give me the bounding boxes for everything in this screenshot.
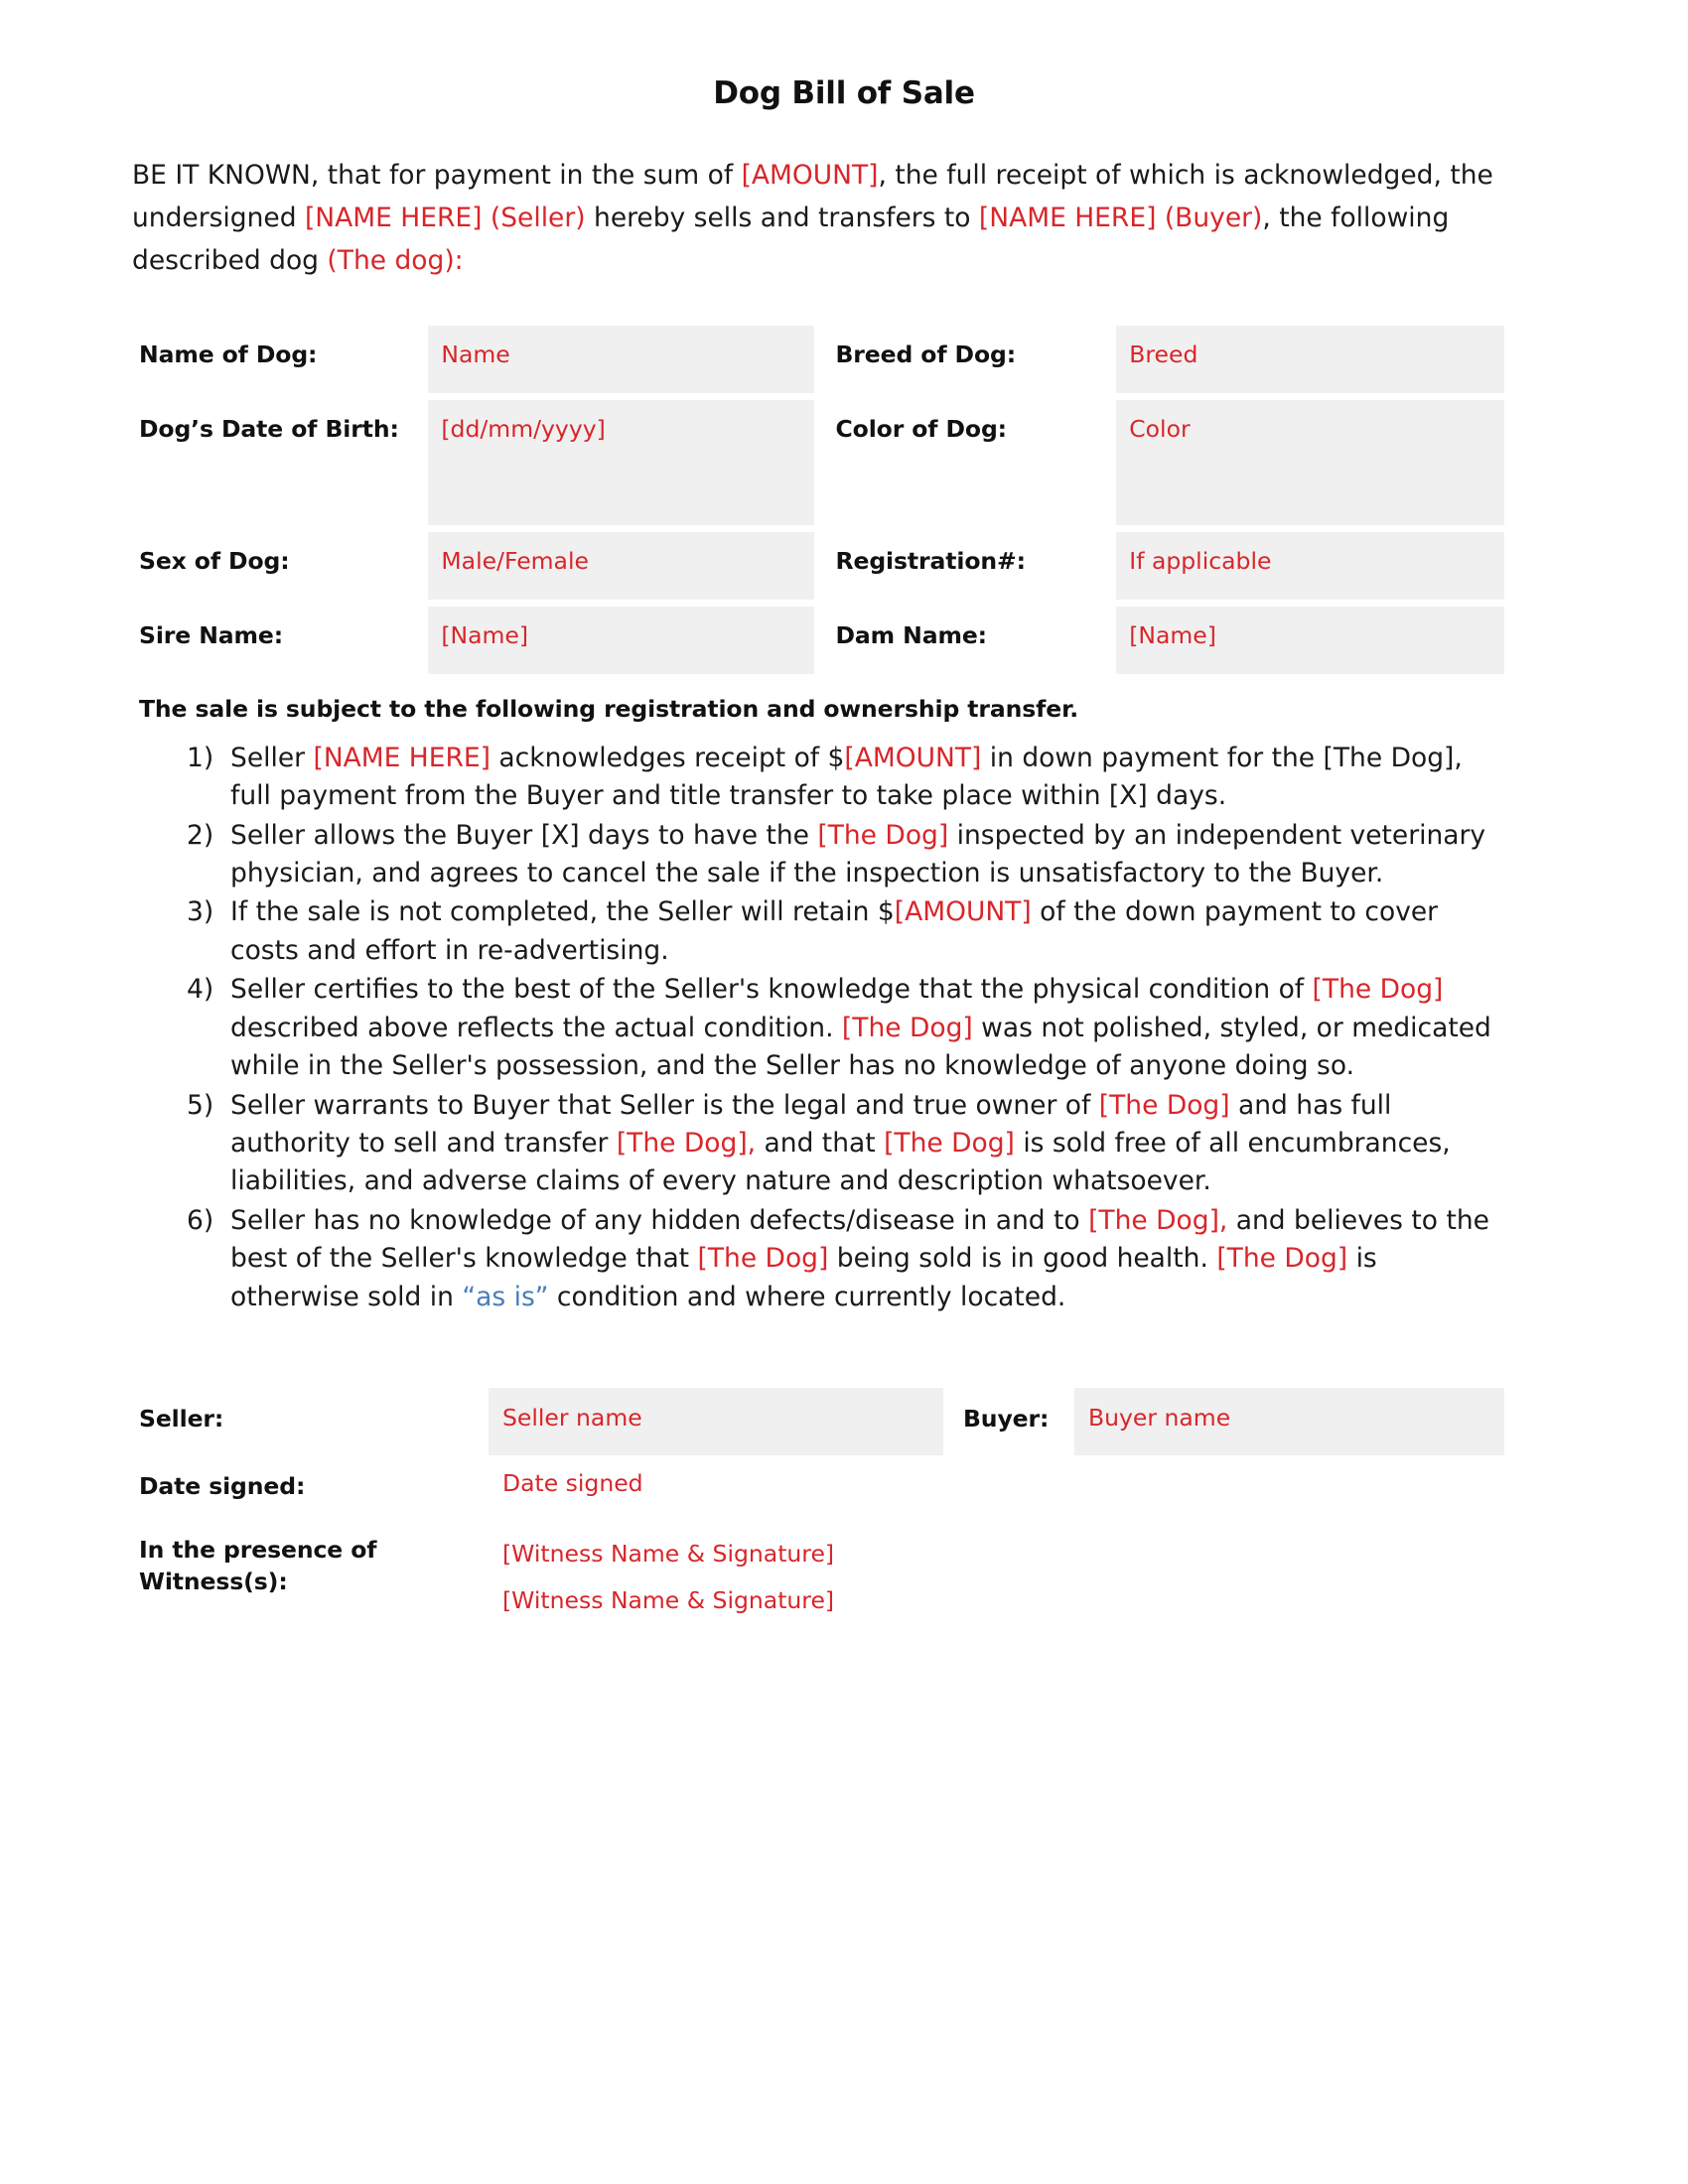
subject-heading: The sale is subject to the following registration and ownership transfer. [139,694,1079,723]
clause-text-segment: [AMOUNT] [844,742,982,773]
clause-text-segment: [The Dog] [817,819,949,851]
clause-list [0,740,1688,1316]
clause-text-segment: If the sale is not completed, the Seller will retain $ [230,896,895,928]
signature-spacer-row [139,1503,1504,1519]
witness-line-2[interactable]: [Witness Name & Signature] [502,1586,835,1615]
clause-text-segment: is sold free of all encumbrances, liabilities, and adverse claims of every nature and description whatsoever. [230,1127,1451,1197]
signature-section [0,1388,1688,1624]
seller-label: Seller: [139,1405,224,1433]
clause-text-segment: acknowledges receipt of $ [490,742,845,773]
spec-value-field[interactable]: Breed [1116,326,1504,393]
intro-paragraph [0,111,1688,283]
clause-text-segment: Seller [230,742,314,773]
signature-empty-1 [963,1455,1074,1503]
date-signed-label: Date signed: [139,1472,306,1501]
clause-text-segment: Seller has no knowledge of any hidden defects/disease in and to [230,1204,1089,1236]
intro-segment-1: BE IT KNOWN, that for payment in the sum of [132,160,742,191]
list-item [230,971,1494,1085]
clause-text-segment: [The Dog], [1088,1204,1228,1236]
list-item [230,1202,1494,1316]
clause-text-segment: [The Dog] [841,1012,973,1043]
spec-label: Dog’s Date of Birth: [139,414,399,443]
clause-text-segment: [The Dog] [697,1243,829,1275]
spec-label: Sire Name: [139,620,284,649]
intro-segment-4: , the following described dog [132,202,1450,276]
spec-gap [814,326,836,393]
clause-text-segment: “as is” [462,1281,549,1312]
signature-row-witness [139,1519,1504,1624]
spec-value-field[interactable]: [dd/mm/yyyy] [428,400,814,525]
table-row [139,400,1504,525]
intro-segment-3: hereby sells and transfers to [585,202,979,233]
clause-text-segment: and believes to the best of the Seller's knowledge that [230,1204,1489,1275]
signature-empty-3 [963,1519,1074,1624]
dog-details-table [139,319,1504,681]
clause-text-segment: of the down payment to cover costs and effort in re-advertising. [230,896,1439,966]
signature-row-date [139,1455,1504,1503]
spec-value-field[interactable]: Name [428,326,814,393]
spec-label: Registration#: [835,546,1026,575]
spec-gap [814,400,836,525]
clause-text-segment: [NAME HERE] [313,742,491,773]
clause-text-segment: in down payment for the [The Dog], full payment from the Buyer and title transfer to take place within [X] days. [230,742,1463,812]
spec-value-field[interactable]: If applicable [1116,532,1504,600]
spec-label: Breed of Dog: [835,340,1017,368]
signature-gap-3 [943,1519,963,1624]
clause-text-segment: and that [756,1127,885,1159]
buyer-label: Buyer: [963,1405,1050,1433]
signature-empty-2 [1074,1455,1504,1503]
spec-gap [814,607,836,674]
list-item [230,817,1494,893]
spec-value-field[interactable]: Male/Female [428,532,814,600]
witness-line-1[interactable]: [Witness Name & Signature] [502,1540,835,1569]
dog-details-section [0,319,1688,681]
table-row [139,532,1504,600]
intro-amount-placeholder: [AMOUNT] [741,160,879,191]
clause-text-segment: was not polished, styled, or medicated while in the Seller's possession, and the Seller has no knowledge of anyone doing so. [230,1012,1491,1082]
page-title: Dog Bill of Sale [713,75,975,111]
spec-label: Name of Dog: [139,340,318,368]
signature-row-parties [139,1388,1504,1455]
list-item [230,893,1494,970]
witness-label: In the presence of Witness(s): [139,1536,377,1595]
spec-gap [814,532,836,600]
clause-text-segment: [The Dog], [616,1127,757,1159]
clause-text-segment: Seller certifies to the best of the Seller's knowledge that the physical condition of [230,974,1313,1006]
spec-label: Dam Name: [835,620,987,649]
intro-seller-placeholder: [NAME HERE] (Seller) [304,202,586,233]
clause-text-segment: inspected by an independent veterinary physician, and agrees to cancel the sale if the inspection is unsatisfactory to the Buyer. [230,819,1486,889]
spec-label: Color of Dog: [835,414,1007,443]
clause-text-segment: Seller allows the Buyer [X] days to have the [230,819,818,851]
seller-name-field[interactable]: Seller name [489,1388,943,1455]
spec-value-field[interactable]: Color [1116,400,1504,525]
clause-text-segment: condition and where currently located. [548,1281,1066,1312]
list-item [230,740,1494,816]
list-item [230,1087,1494,1201]
clause-text-segment: is otherwise sold in [230,1243,1377,1312]
spec-label: Sex of Dog: [139,546,290,575]
intro-buyer-placeholder: [NAME HERE] (Buyer) [978,202,1263,233]
signature-gap-2 [943,1455,963,1503]
clause-text-segment: [The Dog] [1098,1089,1230,1121]
spec-value-field[interactable]: [Name] [428,607,814,674]
buyer-name-field[interactable]: Buyer name [1074,1388,1504,1455]
table-row [139,326,1504,393]
spec-value-field[interactable]: [Name] [1116,607,1504,674]
witness-fields[interactable] [489,1519,943,1624]
clause-text-segment: [The Dog] [884,1127,1015,1159]
intro-the-dog-placeholder: (The dog): [327,244,464,276]
clause-text-segment: described above reflects the actual condition. [230,1012,842,1043]
clause-text-segment: [AMOUNT] [894,896,1032,928]
clause-text-segment: and has full authority to sell and transfer [230,1089,1392,1159]
clause-text-segment: Seller warrants to Buyer that Seller is the legal and true owner of [230,1089,1099,1121]
clause-text-segment: [The Dog] [1312,974,1444,1006]
signature-gap [943,1388,963,1455]
clause-text-segment: being sold is in good health. [828,1243,1217,1275]
clause-text-segment: [The Dog] [1216,1243,1348,1275]
date-signed-field[interactable]: Date signed [502,1469,643,1498]
table-row [139,607,1504,674]
intro-segment-2: , the full receipt of which is acknowledged, the undersigned [132,160,1493,233]
signature-empty-4 [1074,1519,1504,1624]
signature-table [139,1388,1504,1624]
